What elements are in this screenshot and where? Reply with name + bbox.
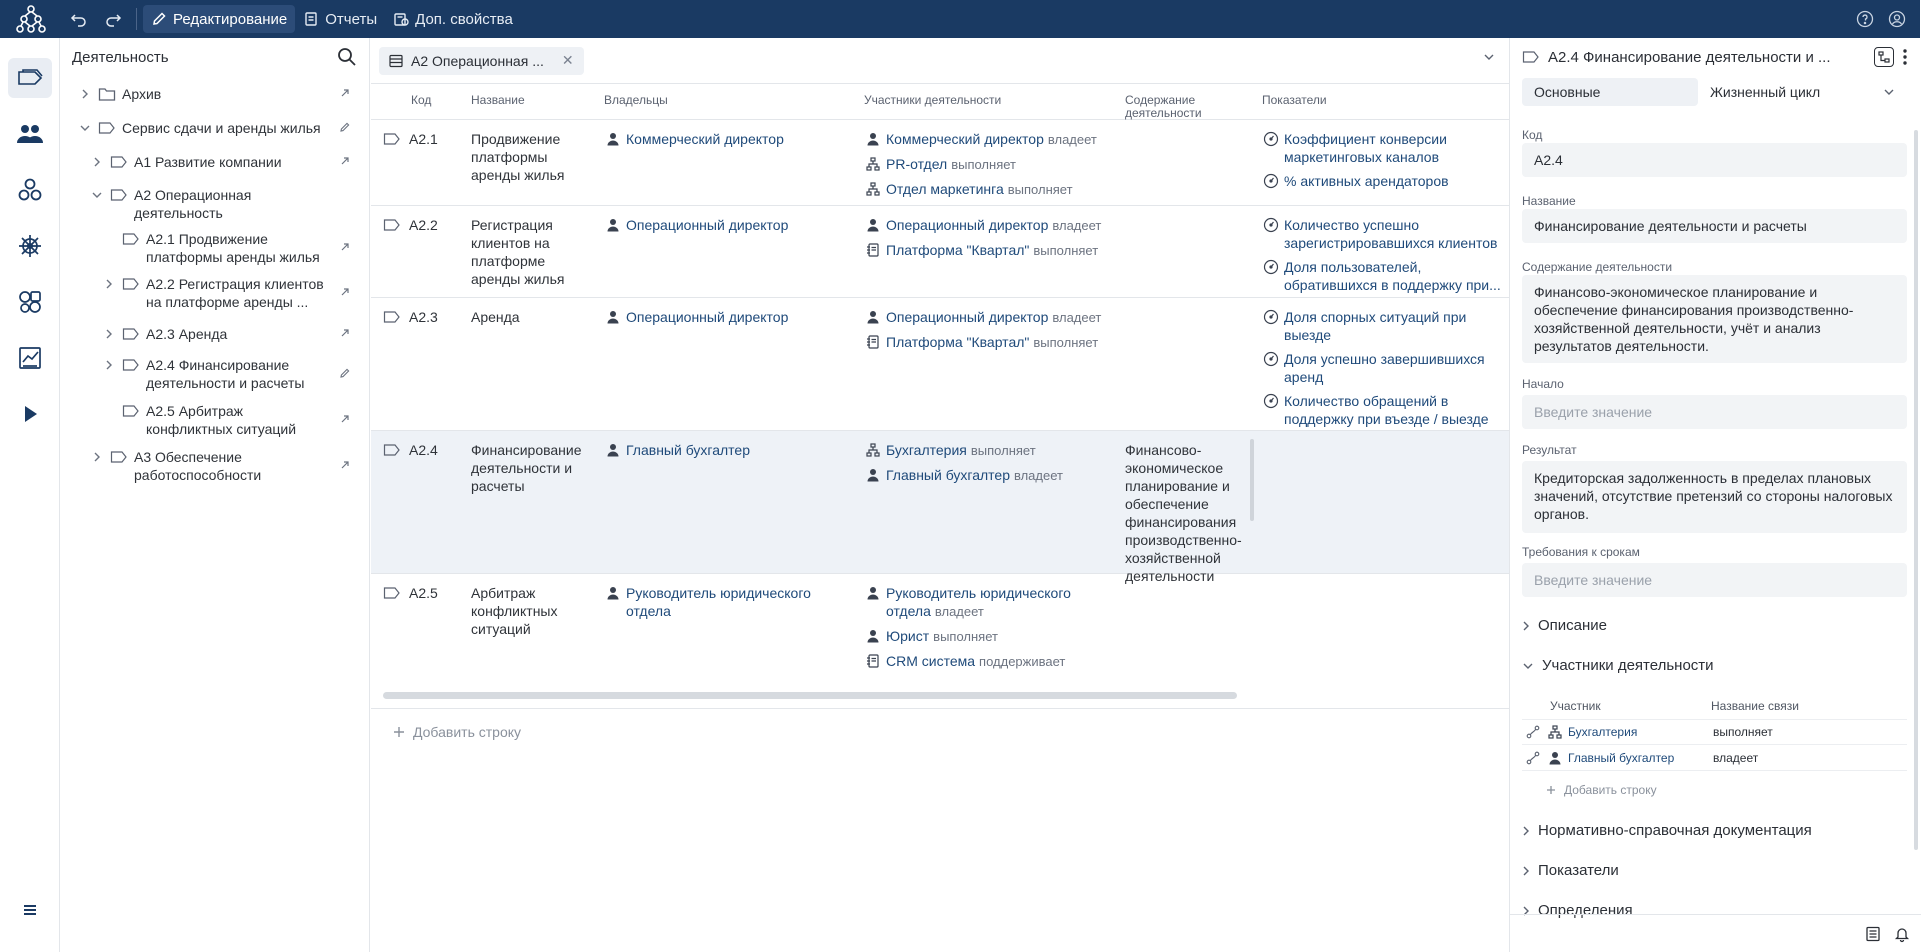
section-description-label: Описание bbox=[1538, 617, 1608, 634]
indicator-link[interactable]: Доля успешно завершившихся аренд bbox=[1284, 351, 1485, 385]
col-relation: Название связи bbox=[1711, 699, 1799, 713]
person-icon bbox=[864, 627, 882, 645]
participant-link[interactable]: Платформа "Квартал" bbox=[886, 242, 1030, 258]
activity-tag-icon bbox=[383, 218, 401, 232]
section-participants[interactable] bbox=[1522, 657, 1714, 674]
activity-tag-icon bbox=[383, 310, 401, 324]
start-label: Начало bbox=[1522, 377, 1564, 391]
system-icon bbox=[864, 652, 882, 670]
relation-label: поддерживает bbox=[979, 654, 1066, 669]
app-logo-icon[interactable] bbox=[0, 0, 62, 38]
tree-node-a2[interactable] bbox=[60, 186, 310, 222]
relation-label: владеет bbox=[1047, 132, 1097, 147]
rail-processes[interactable] bbox=[8, 226, 52, 266]
reports-button[interactable] bbox=[295, 5, 385, 33]
tree-node-label: А2.4 Финансирование деятельности и расчеты bbox=[146, 357, 305, 391]
table-icon bbox=[389, 54, 403, 68]
result-field[interactable]: Кредиторская задолженность в пределах плановых значений, отсутствие претензий со стороны налоговых органов. bbox=[1522, 461, 1907, 533]
tree-node-a1[interactable] bbox=[60, 153, 370, 171]
table-row[interactable] bbox=[371, 574, 1509, 682]
properties-icon bbox=[393, 11, 409, 27]
tree-node-label: А2.5 Арбитраж конфликтных ситуаций bbox=[146, 403, 297, 437]
person-icon bbox=[604, 308, 622, 326]
table-row[interactable] bbox=[371, 206, 1509, 298]
participant-link[interactable]: Отдел маркетинга bbox=[886, 181, 1004, 197]
rail-analytics[interactable] bbox=[8, 338, 52, 378]
extra-properties-button[interactable] bbox=[385, 5, 521, 33]
participant-link[interactable]: Бухгалтерия bbox=[1568, 725, 1638, 739]
chevron-right-icon[interactable] bbox=[90, 153, 104, 171]
column-header-owners[interactable]: Владельцы bbox=[604, 93, 668, 107]
tree-node-label: А2.3 Аренда bbox=[146, 326, 228, 342]
row-name: Регистрация клиентов на платформе аренды жилья bbox=[471, 217, 565, 287]
play-icon bbox=[20, 404, 40, 424]
system-icon bbox=[864, 241, 882, 259]
indicator-link[interactable]: Количество обращений в поддержку при въезде / выезде bbox=[1284, 393, 1489, 427]
rail-people[interactable] bbox=[8, 114, 52, 154]
activity-tree-panel bbox=[60, 38, 370, 952]
chevron-down-icon[interactable] bbox=[1483, 52, 1495, 62]
chevron-right-icon[interactable] bbox=[90, 448, 104, 466]
deadline-field[interactable]: Введите значение bbox=[1522, 563, 1907, 597]
add-row-button[interactable] bbox=[393, 724, 521, 740]
link-arrow-icon[interactable] bbox=[338, 458, 352, 472]
system-icon bbox=[864, 333, 882, 351]
person-icon bbox=[864, 130, 882, 148]
pencil-icon[interactable] bbox=[338, 366, 352, 380]
indicator-link[interactable]: % активных арендаторов bbox=[1284, 173, 1449, 189]
undo-button[interactable] bbox=[62, 5, 96, 33]
tab-main[interactable]: Основные bbox=[1522, 78, 1698, 106]
section-indicators-label: Показатели bbox=[1538, 862, 1619, 879]
activity-tag-icon bbox=[110, 448, 128, 466]
rail-components[interactable] bbox=[8, 170, 52, 210]
undo-icon bbox=[70, 10, 88, 28]
col-participant: Участник bbox=[1550, 699, 1601, 713]
tree-node-label: А3 Обеспечение работоспособности bbox=[134, 449, 262, 483]
participant-link[interactable]: Главный бухгалтер bbox=[1568, 750, 1675, 765]
column-header-indicators[interactable]: Показатели bbox=[1262, 93, 1327, 107]
relation-label: владеет bbox=[1052, 310, 1102, 325]
person-icon bbox=[864, 466, 882, 484]
section-docs-label: Нормативно-справочная документация bbox=[1538, 822, 1812, 839]
panel-scrollbar[interactable] bbox=[1914, 130, 1918, 850]
owner-link[interactable]: Коммерческий директор bbox=[626, 131, 784, 147]
chevron-right-icon[interactable] bbox=[102, 325, 116, 343]
pencil-icon bbox=[151, 11, 167, 27]
section-partial-clip bbox=[1510, 900, 1921, 919]
relation-value: владеет bbox=[1713, 750, 1759, 765]
rail-run[interactable] bbox=[8, 394, 52, 434]
activity-tag-icon bbox=[122, 230, 140, 248]
relation-label: выполняет bbox=[951, 157, 1016, 172]
activity-tag-icon bbox=[122, 325, 140, 343]
tree-node-label: А2.1 Продвижение платформы аренды жилья bbox=[146, 231, 320, 265]
row-code: А2.4 bbox=[409, 442, 438, 458]
chart-icon bbox=[17, 345, 43, 371]
redo-icon bbox=[104, 10, 122, 28]
name-label: Название bbox=[1522, 194, 1576, 208]
participants-add-row-button[interactable] bbox=[1546, 783, 1657, 797]
result-label: Результат bbox=[1522, 443, 1577, 457]
divider bbox=[371, 708, 1509, 709]
panel-title: А2.4 Финансирование деятельности и ... bbox=[1548, 48, 1831, 66]
relation-label: выполняет bbox=[1033, 243, 1099, 258]
table-row[interactable] bbox=[371, 298, 1509, 431]
column-header-content[interactable]: Содержание деятельности bbox=[1125, 93, 1202, 120]
user-profile-icon[interactable] bbox=[1888, 10, 1906, 28]
extra-properties-label: Доп. свойства bbox=[415, 10, 513, 28]
rail-shapes[interactable] bbox=[8, 282, 52, 322]
activity-tag-icon bbox=[383, 443, 401, 457]
tree-node-a2-1[interactable] bbox=[60, 230, 370, 266]
gauge-icon bbox=[1262, 392, 1280, 410]
tree-node-a2-5[interactable] bbox=[60, 402, 370, 438]
activity-table-view bbox=[371, 38, 1509, 952]
participants-add-row-label: Добавить строку bbox=[1564, 783, 1657, 797]
people-icon bbox=[16, 123, 44, 145]
helm-icon bbox=[17, 233, 43, 259]
activity-tag-icon bbox=[122, 402, 140, 420]
table-header bbox=[371, 84, 1509, 120]
row-code: А2.3 bbox=[409, 309, 438, 325]
rail-menu[interactable] bbox=[8, 890, 52, 930]
close-icon[interactable]: ✕ bbox=[561, 52, 574, 68]
chevron-down-icon[interactable] bbox=[1883, 87, 1895, 97]
horizontal-scrollbar[interactable] bbox=[383, 692, 1237, 699]
relation-label: владеет bbox=[1052, 218, 1102, 233]
participant-link[interactable]: CRM система bbox=[886, 653, 976, 669]
chevron-down-icon[interactable] bbox=[78, 119, 92, 137]
chevron-down-icon[interactable] bbox=[90, 186, 104, 204]
org-unit-icon bbox=[864, 155, 882, 173]
relation-value: выполняет bbox=[1713, 725, 1773, 739]
owner-link[interactable]: Руководитель юридического отдела bbox=[626, 585, 811, 619]
owner-link[interactable]: Операционный директор bbox=[626, 217, 789, 233]
link-arrow-icon[interactable] bbox=[338, 412, 352, 426]
list-view-icon[interactable] bbox=[1865, 926, 1881, 942]
chevron-right-icon bbox=[1522, 620, 1530, 632]
properties-panel bbox=[1509, 38, 1920, 952]
plus-icon bbox=[393, 726, 405, 738]
edit-mode-label: Редактирование bbox=[173, 10, 288, 28]
hamburger-menu-icon bbox=[22, 903, 38, 917]
more-vertical-icon[interactable] bbox=[1902, 48, 1908, 66]
gauge-icon bbox=[1262, 350, 1280, 368]
relation-label: владеет bbox=[934, 604, 984, 619]
cell-scrollbar[interactable] bbox=[1250, 439, 1254, 521]
tab-a2-operational[interactable] bbox=[379, 47, 584, 75]
gauge-icon bbox=[1262, 130, 1280, 148]
participant-link[interactable]: Бухгалтерия bbox=[886, 442, 967, 458]
panel-tabs bbox=[1522, 78, 1907, 106]
participant-link[interactable]: Коммерческий директор bbox=[886, 131, 1044, 147]
tab-label: А2 Операционная ... bbox=[411, 52, 544, 69]
row-name: Аренда bbox=[471, 309, 520, 325]
org-unit-icon bbox=[864, 441, 882, 459]
table-row-selected[interactable] bbox=[371, 431, 1509, 584]
tree-node-label: А1 Развитие компании bbox=[134, 154, 282, 170]
chevron-right-icon bbox=[1522, 825, 1530, 837]
name-field[interactable]: Финансирование деятельности и расчеты bbox=[1522, 209, 1907, 243]
tree-node-a2-3[interactable] bbox=[60, 325, 370, 343]
owner-link[interactable]: Главный бухгалтер bbox=[626, 442, 750, 458]
tab-lifecycle[interactable] bbox=[1698, 78, 1907, 106]
indicator-link[interactable]: Доля пользователей, обратившихся в поддержку при... bbox=[1284, 259, 1501, 293]
participant-link[interactable]: Руководитель юридического отдела bbox=[886, 585, 1071, 619]
chevron-down-icon bbox=[1522, 662, 1534, 670]
tree-node-a3[interactable] bbox=[60, 448, 370, 484]
shapes-icon bbox=[17, 289, 43, 315]
activity-tag-icon bbox=[110, 153, 128, 171]
redo-button[interactable] bbox=[96, 5, 130, 33]
org-unit-icon bbox=[864, 180, 882, 198]
participant-link[interactable]: Юрист bbox=[886, 628, 930, 644]
code-field[interactable]: А2.4 bbox=[1522, 143, 1907, 177]
gauge-icon bbox=[1262, 308, 1280, 326]
person-icon bbox=[604, 441, 622, 459]
top-bar bbox=[0, 0, 1920, 38]
column-header-code[interactable]: Код bbox=[411, 93, 432, 107]
hierarchy-icon bbox=[17, 177, 43, 203]
reports-label: Отчеты bbox=[325, 10, 378, 28]
row-code: А2.5 bbox=[409, 585, 438, 601]
tree-node-rental-service[interactable] bbox=[60, 119, 370, 137]
activity-tag-icon bbox=[98, 119, 116, 137]
row-code: А2.2 bbox=[409, 217, 438, 233]
link-arrow-icon[interactable] bbox=[338, 240, 352, 254]
person-icon bbox=[604, 216, 622, 234]
tree-title: Деятельность bbox=[72, 48, 169, 66]
pencil-icon[interactable] bbox=[338, 120, 352, 134]
person-icon bbox=[1548, 751, 1562, 765]
relation-label: выполняет bbox=[933, 629, 998, 644]
code-label: Код bbox=[1522, 128, 1543, 142]
person-icon bbox=[864, 308, 882, 326]
tree-node-a2-2[interactable] bbox=[60, 275, 370, 311]
row-content: Финансово-экономическое планирование и обеспечение финансирования производственно-хозяйственной деятельности bbox=[1125, 442, 1242, 584]
rail-activities[interactable] bbox=[8, 58, 52, 98]
indicator-link[interactable]: Коэффициент конверсии маркетинговых каналов bbox=[1284, 131, 1447, 165]
edit-mode-button[interactable] bbox=[143, 5, 295, 33]
link-arrow-icon[interactable] bbox=[338, 285, 352, 299]
search-icon[interactable] bbox=[337, 47, 357, 67]
section-definitions-label: Определения bbox=[1538, 902, 1633, 919]
row-code: А2.1 bbox=[409, 131, 438, 147]
chevron-right-icon[interactable] bbox=[102, 356, 116, 374]
owner-link[interactable]: Операционный директор bbox=[626, 309, 789, 325]
start-field[interactable]: Введите значение bbox=[1522, 395, 1907, 429]
activity-tag-icon bbox=[17, 68, 43, 88]
relation-label: выполняет bbox=[1007, 182, 1073, 197]
participant-link[interactable]: Платформа "Квартал" bbox=[886, 334, 1030, 350]
activity-tag-icon bbox=[383, 586, 401, 600]
column-header-participants[interactable]: Участники деятельности bbox=[864, 93, 1002, 107]
relation-label: владеет bbox=[1013, 468, 1063, 483]
section-docs[interactable] bbox=[1522, 822, 1812, 839]
tab-lifecycle-label: Жизненный цикл bbox=[1710, 84, 1821, 100]
participant-row[interactable] bbox=[1522, 719, 1907, 745]
chevron-right-icon[interactable] bbox=[102, 275, 116, 293]
link-arrow-icon[interactable] bbox=[338, 86, 352, 100]
tree-node-label: А2 Операционная деятельность bbox=[134, 187, 252, 221]
person-icon bbox=[864, 584, 882, 602]
activity-tag-icon bbox=[110, 186, 128, 204]
column-header-name[interactable]: Название bbox=[471, 93, 525, 107]
link-arrow-icon[interactable] bbox=[338, 326, 352, 340]
document-icon bbox=[303, 11, 319, 27]
tree-node-a2-4[interactable] bbox=[60, 356, 370, 392]
content-field[interactable]: Финансово-экономическое планирование и обеспечение финансирования производственно-хозяйственной деятельности, учёт и анализ результатов деятельности. bbox=[1522, 275, 1907, 363]
help-icon[interactable] bbox=[1856, 10, 1874, 28]
gauge-icon bbox=[1262, 258, 1280, 276]
row-name: Финансирование деятельности и расчеты bbox=[471, 442, 582, 494]
section-indicators[interactable] bbox=[1522, 862, 1619, 879]
activity-tag-icon bbox=[122, 356, 140, 374]
participant-link[interactable]: PR-отдел bbox=[886, 156, 948, 172]
left-rail bbox=[0, 38, 60, 952]
section-description[interactable] bbox=[1522, 617, 1607, 634]
relation-label: выполняет bbox=[1033, 335, 1099, 350]
activity-tag-icon bbox=[1522, 50, 1540, 64]
relation-label: выполняет bbox=[970, 443, 1036, 458]
gauge-icon bbox=[1262, 216, 1280, 234]
table-row[interactable] bbox=[371, 120, 1509, 206]
participant-link[interactable]: Главный бухгалтер bbox=[886, 467, 1010, 483]
chevron-right-icon bbox=[1522, 865, 1530, 877]
relation-connector-icon[interactable] bbox=[1526, 725, 1540, 739]
activity-tag-icon bbox=[383, 132, 401, 146]
tree-node-label: Архив bbox=[122, 86, 162, 102]
gauge-icon bbox=[1262, 172, 1280, 190]
panel-footer bbox=[1510, 914, 1921, 952]
row-name: Продвижение платформы аренды жилья bbox=[471, 131, 565, 183]
add-row-label: Добавить строку bbox=[413, 724, 522, 740]
participant-link[interactable]: Операционный директор bbox=[886, 217, 1049, 233]
indicator-link[interactable]: Количество успешно зарегистрировавшихся клиентов bbox=[1284, 217, 1498, 251]
participant-row[interactable] bbox=[1522, 745, 1907, 771]
person-icon bbox=[604, 584, 622, 602]
deadline-label: Требования к срокам bbox=[1522, 545, 1640, 559]
tree-node-label: Сервис сдачи и аренды жилья bbox=[122, 120, 321, 136]
bell-icon[interactable] bbox=[1895, 926, 1909, 942]
participant-link[interactable]: Операционный директор bbox=[886, 309, 1049, 325]
tree-node-archive[interactable] bbox=[60, 85, 370, 103]
content-label: Содержание деятельности bbox=[1522, 260, 1673, 274]
tree-node-label: А2.2 Регистрация клиентов на платформе аренды ... bbox=[146, 276, 324, 310]
folder-icon bbox=[98, 85, 116, 103]
activity-tag-icon bbox=[122, 275, 140, 293]
link-arrow-icon[interactable] bbox=[338, 154, 352, 168]
chevron-right-icon[interactable] bbox=[78, 85, 92, 103]
plus-icon bbox=[1546, 785, 1556, 795]
person-icon bbox=[864, 216, 882, 234]
row-name: Арбитраж конфликтных ситуаций bbox=[471, 585, 558, 637]
org-unit-icon bbox=[1548, 725, 1562, 739]
relation-connector-icon[interactable] bbox=[1526, 751, 1540, 765]
section-participants-label: Участники деятельности bbox=[1542, 657, 1714, 674]
diagram-link-icon[interactable] bbox=[1874, 47, 1894, 67]
person-icon bbox=[604, 130, 622, 148]
indicator-link[interactable]: Доля спорных ситуаций при выезде bbox=[1284, 309, 1467, 343]
toolbar-divider bbox=[136, 8, 137, 30]
